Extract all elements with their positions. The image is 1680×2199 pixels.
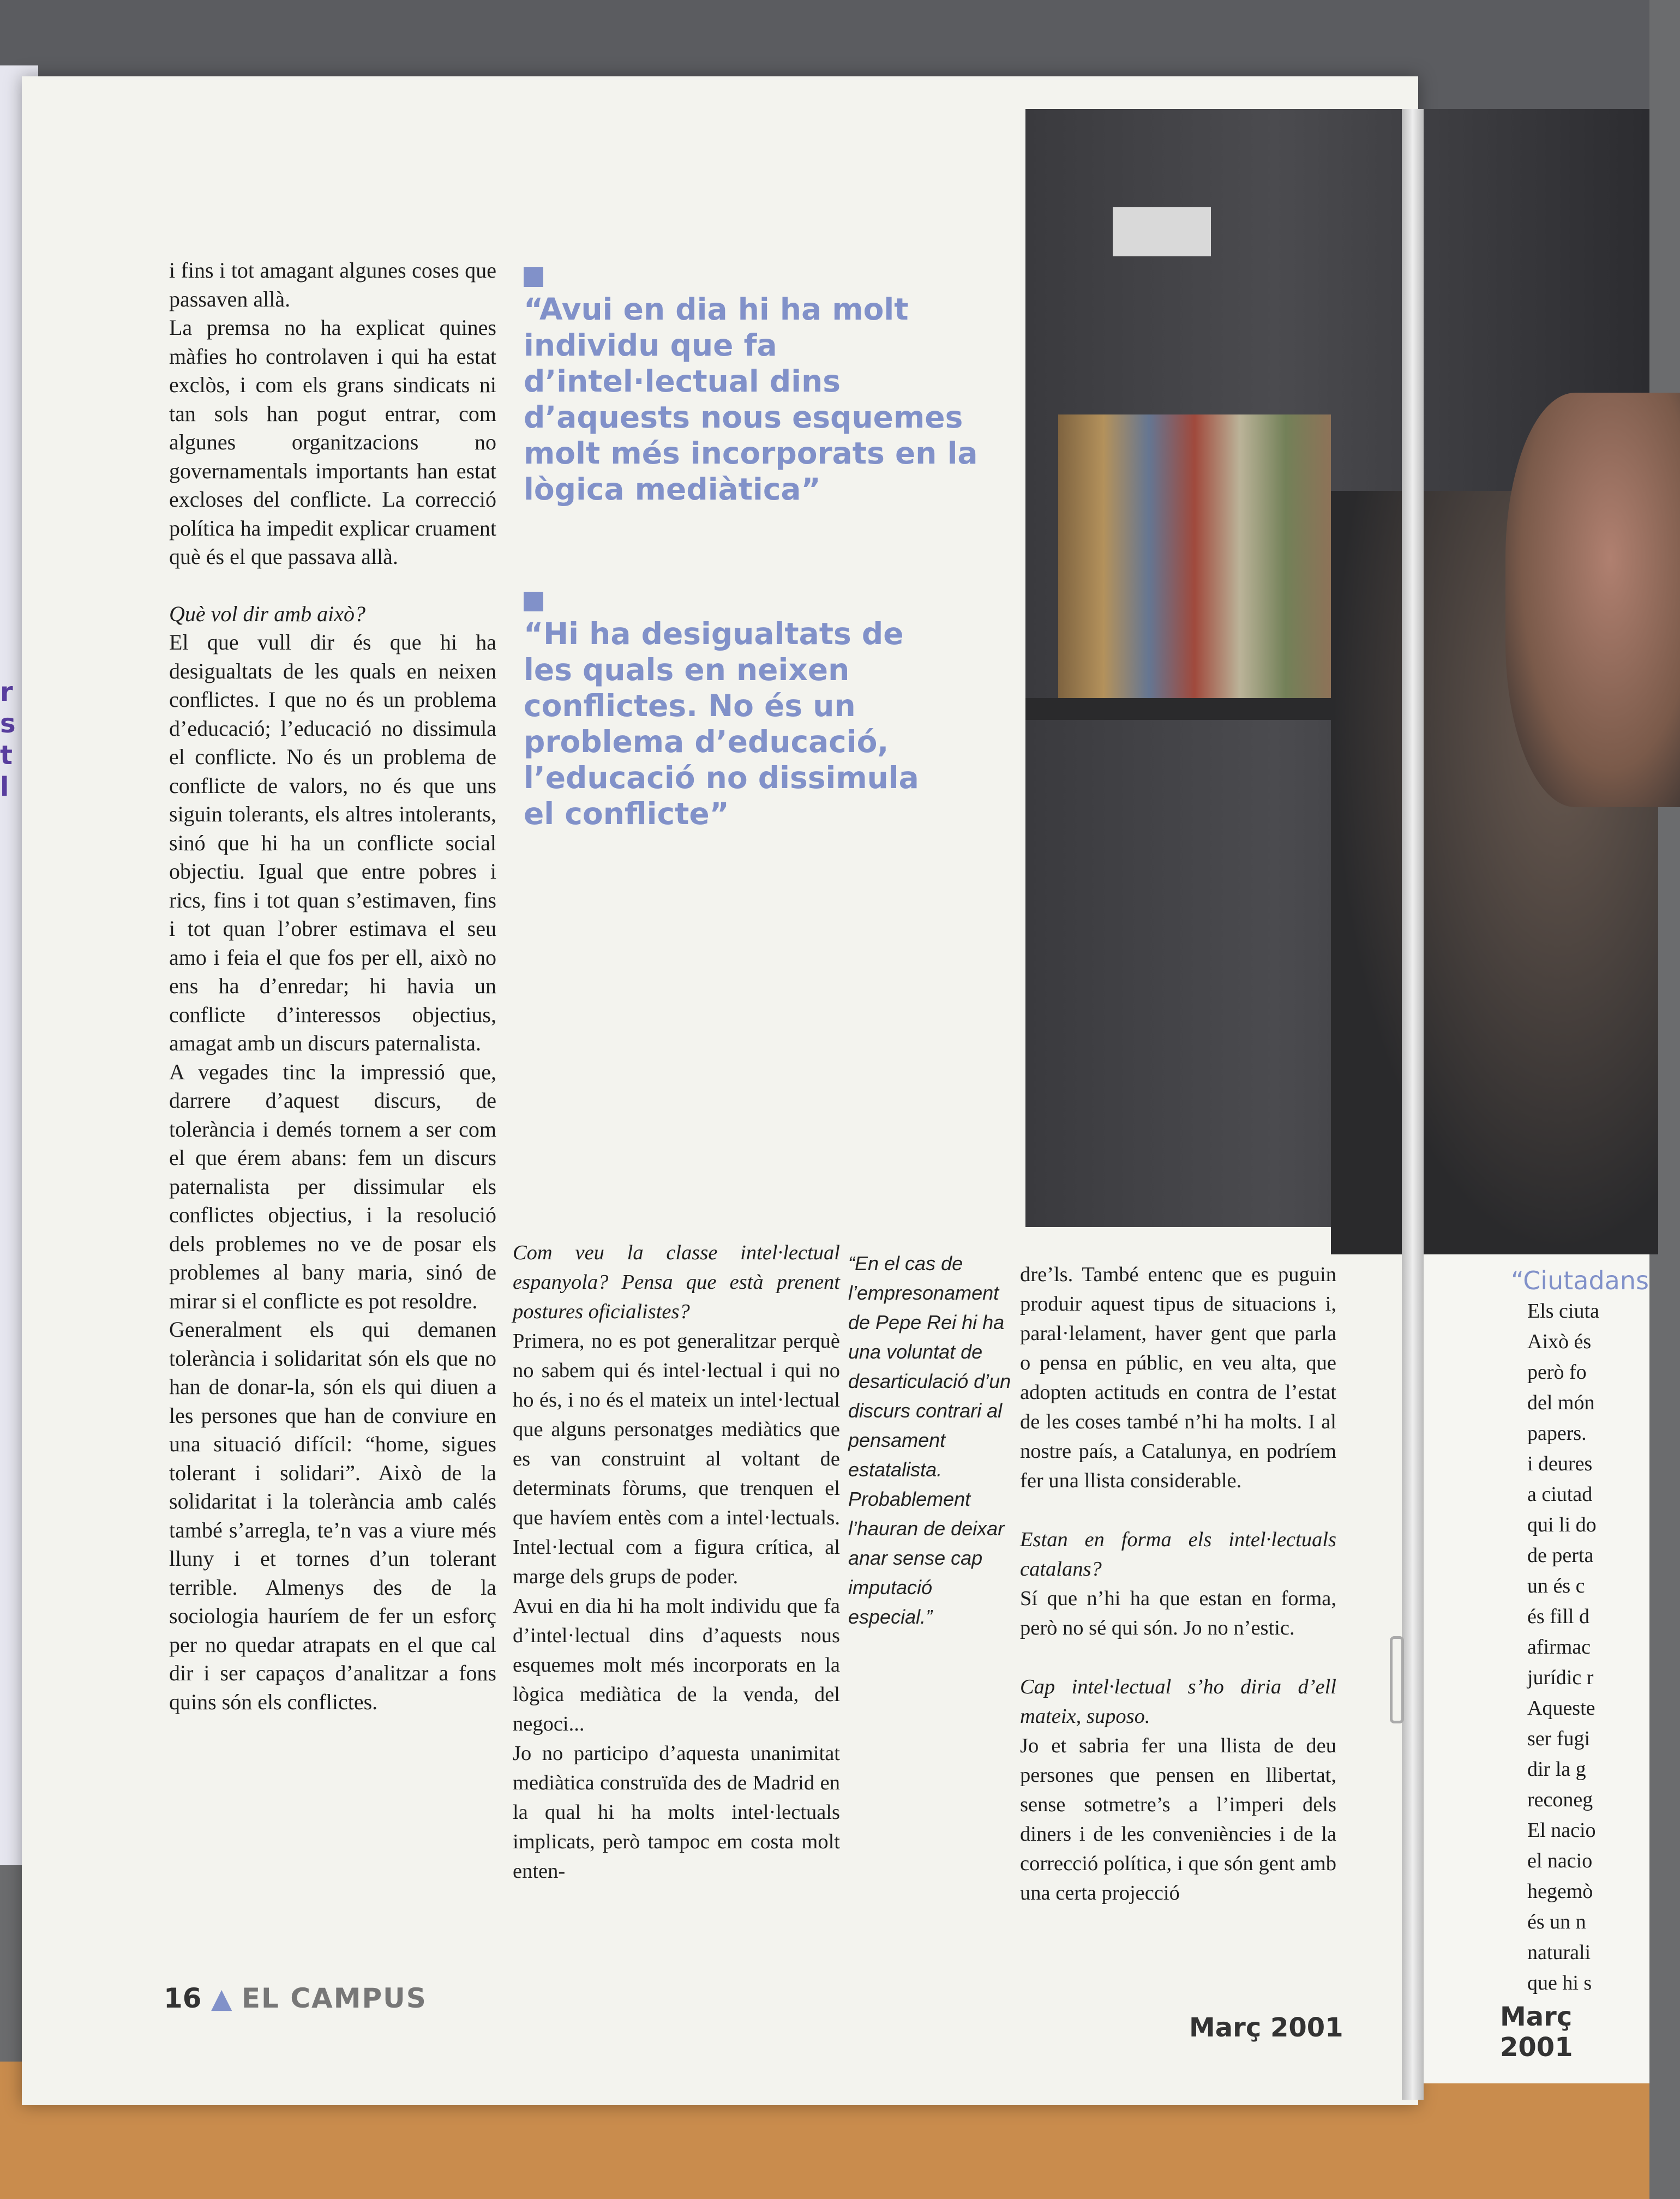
paragraph: dre’ls. També entenc que es puguin produir aquest tipus de situacions i, paral·lelament, haver gent que parla o pensa en públic, en veu alta, que adopten actituds en contra de l’estat de les coses també n’hi ha molts. I al nostre país, a Catalunya, en podríem fer una llista considerable. — [1020, 1263, 1336, 1492]
text-line: ser fugi — [1527, 1727, 1591, 1750]
text-line: dir la g — [1527, 1758, 1586, 1781]
portrait-photo — [1025, 109, 1649, 1227]
previous-page-fringe — [0, 676, 22, 818]
spacer — [1020, 1495, 1336, 1525]
text-line: Els ciuta — [1527, 1300, 1599, 1323]
section-heading: “Ciutadans — [1511, 1266, 1649, 1295]
text-line: però fo — [1527, 1361, 1587, 1384]
text-line: que hi s — [1527, 1972, 1592, 1994]
pull-quote-text: “Avui en dia hi ha molt individu que fa d’intel·lectual dins d’aquests nous esquemes molt més incorporats en la lògica mediàtica” — [524, 292, 978, 507]
interview-question: Què vol dir amb això? — [169, 601, 365, 626]
spacer — [1020, 1643, 1336, 1672]
text-line: Això és — [1527, 1330, 1592, 1353]
article-column-3 — [1020, 1260, 1336, 1908]
paragraph: Sí que n’hi ha que estan en forma, però no sé qui són. Jo no n’estic. — [1020, 1587, 1336, 1639]
text-line: jurídic r — [1527, 1666, 1594, 1689]
text-line: qui li do — [1527, 1513, 1597, 1536]
fringe-letter: s — [0, 708, 16, 739]
paragraph: A vegades tinc la impressió que, darrere d’aquest discurs, de tolerància i demés tornem a ser com el que érem abans: fem un discurs paternalista per dissimular els conflictes objectius, i la resolució dels problemes no ve de posar els problemes al bany maria, sinó de mirar si el conflicte es pot resoldre. — [169, 1059, 496, 1313]
paragraph: Avui en dia hi ha molt individu que fa d’intel·lectual dins d’aquests nous esquemes molt més incorporats en la lògica mediàtica de la venda, del negoci... — [513, 1595, 840, 1735]
bullet-square-icon — [524, 267, 543, 287]
magazine-binding — [1402, 109, 1424, 2100]
text-line: el nacio — [1527, 1849, 1593, 1872]
paragraph: i fins i tot amagant algunes coses que passaven allà. — [169, 258, 496, 311]
magazine-logo-icon: ▲ — [211, 1982, 232, 2014]
pull-quote-text: “Hi ha desigualtats de les quals en neixen conflictes. No és un problema d’educació, l’educació no dissimula el conflicte” — [524, 616, 919, 831]
staple — [1390, 1636, 1404, 1723]
photo-frame-on-wall — [1113, 207, 1211, 256]
paragraph: La premsa no ha explicat quines màfies ho controlaven i qui ha estat exclòs, i com els grans sindicats ni tan sols han pogut entrar, com algunes organitzacions no governamentals importants han estat excloses del conflicte. La correcció política ha impedit explicar cruament què és el que passava allà. — [169, 315, 496, 569]
fringe-letter: t — [0, 740, 13, 771]
paragraph: Primera, no es pot generalitzar perquè no sabem qui és intel·lectual i qui no ho és, i no és el mateix un intel·lectual que alguns personatges mediàtics que es van construint al voltant de determinats fòrums, que trenquen el que havíem entès com a intel·lectuals. Intel·lectual com a figura crítica, al marge dels grups de poder. — [513, 1330, 840, 1588]
text-line: afirmac — [1527, 1636, 1591, 1659]
article-column-2 — [513, 1238, 840, 1886]
text-line: a ciutad — [1527, 1483, 1593, 1506]
text-line: i deures — [1527, 1452, 1593, 1475]
pull-quote-2 — [524, 592, 938, 832]
bookshelf — [1058, 414, 1331, 698]
pull-quote-1 — [524, 267, 1015, 507]
person-face — [1505, 393, 1680, 807]
magazine-name: EL CAMPUS — [241, 1982, 427, 2014]
right-page-column — [1511, 1265, 1649, 1998]
bullet-square-icon — [524, 592, 543, 611]
fringe-letter: l — [0, 772, 9, 802]
interview-question: Com veu la classe intel·lectual espanyola? Pensa que està prenent postures oficialistes? — [513, 1241, 840, 1323]
text-line: hegemò — [1527, 1880, 1593, 1903]
text-line: és fill d — [1527, 1605, 1589, 1628]
text-line: un és c — [1527, 1575, 1585, 1597]
spacer — [169, 572, 496, 600]
article-column-1 — [169, 256, 496, 1716]
paragraph: Jo no participo d’aquesta unanimitat mediàtica construïda des de Madrid en la qual hi ha molts intel·lectuals implicats, però tampoc em costa molt enten- — [513, 1742, 840, 1883]
fringe-letter: r — [0, 677, 13, 707]
text-line: papers. — [1527, 1422, 1587, 1445]
text-line: reconeg — [1527, 1788, 1593, 1811]
page-footer — [164, 1982, 427, 2014]
page-number: 16 — [164, 1982, 202, 2014]
issue-date: Març 2001 — [1189, 2012, 1343, 2043]
text-line: El nacio — [1527, 1819, 1596, 1842]
text-line: naturali — [1527, 1941, 1591, 1964]
paragraph: Jo et sabria fer una llista de deu persones que pensen en llibertat, sense sotmetre’s a l’imperi dels diners i de les conveniències i de la correcció política, i que són gent amb una certa projecció — [1020, 1734, 1336, 1904]
interview-question: Cap intel·lectual s’ho diria d’ell mateix, suposo. — [1020, 1675, 1336, 1728]
paragraph: Generalment els qui demanen tolerància i solidaritat són els que no han de donar-la, són els qui diuen a les persones que han de conviure en una situació difícil: “home, sigues tolerant i solidari”. Això de la solidaritat i la tolerància amb calés també s’arregla, te’n vas a viure més lluny i et tornes d’un tolerant terrible. Almenys des de la sociologia hauríem de fer un esforç per no quedar atrapats en el que cal dir i ser capaços d’analitzar a fons quins són els conflictes. — [169, 1317, 496, 1714]
text-line: Aqueste — [1527, 1697, 1595, 1720]
text-line: de perta — [1527, 1544, 1594, 1567]
interview-question: Estan en forma els intel·lectuals catalans? — [1020, 1528, 1336, 1581]
text-line: del món — [1527, 1391, 1595, 1414]
paragraph: El que vull dir és que hi ha desigualtats de les quals en neixen conflictes. I que no és un problema d’educació; l’educació no dissimula el conflicte. No és un problema de conflicte de valors, no és que uns siguin tolerants, els altres intolerants, sinó que hi ha un conflicte social objectiu. Igual que entre pobres i rics, fins i tot quan s’estimaven, fins i tot quan l’obrer estimava el seu amo i feia el que fos per ell, això no ens ha d’enredar; hi havia un conflicte d’interessos objectius, amagat amb un discurs paternalista. — [169, 630, 496, 1055]
sidebar-quote: “En el cas de l’empresonament de Pepe Rei hi ha una voluntat de desarticulació d’un discurs contrari al pensament estatalista. Probablement l’hauran de deixar anar sense cap imputació especial.” — [848, 1252, 1011, 1628]
issue-date-right-page: Març 2001 — [1500, 2002, 1573, 2063]
text-line: és un n — [1527, 1910, 1586, 1933]
